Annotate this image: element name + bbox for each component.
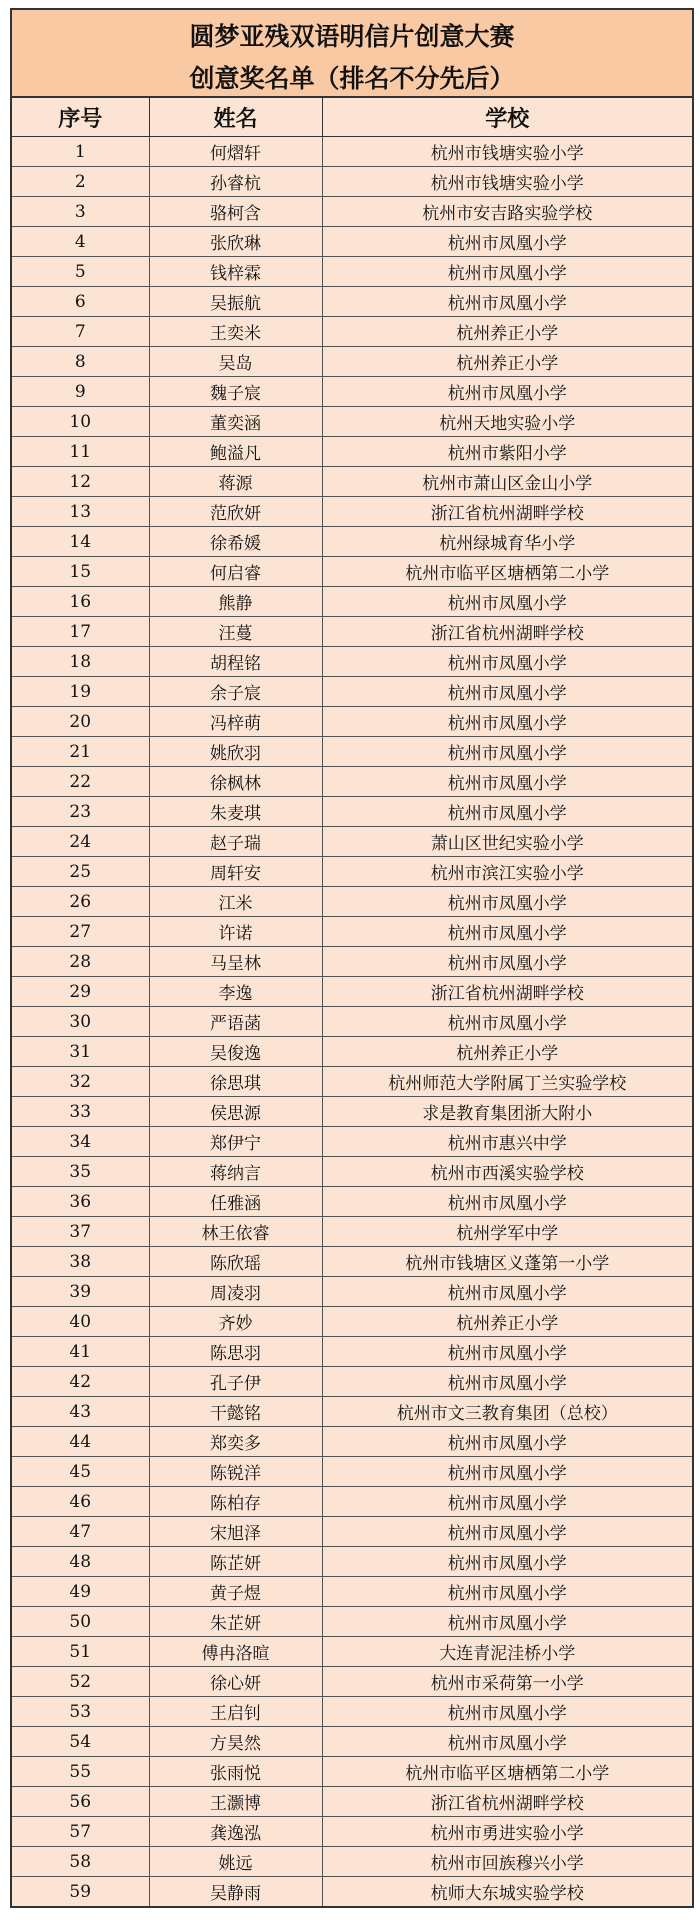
table-row (12, 1187, 692, 1217)
table-row (12, 1457, 692, 1487)
header-number: 序号 (12, 98, 149, 137)
cell-number: 4 (12, 227, 149, 257)
cell-name: 陈锐洋 (149, 1457, 322, 1487)
cell-name: 冯梓萌 (149, 707, 322, 737)
cell-name: 余子宸 (149, 677, 322, 707)
cell-name: 王启钊 (149, 1697, 322, 1727)
cell-number: 48 (12, 1547, 149, 1577)
cell-school: 杭州市凤凰小学 (322, 1367, 692, 1397)
cell-name: 胡程铭 (149, 647, 322, 677)
cell-name: 熊静 (149, 587, 322, 617)
cell-school: 杭师大东城实验学校 (322, 1877, 692, 1907)
table-row (12, 617, 692, 647)
table-row (12, 1577, 692, 1607)
cell-name: 周凌羽 (149, 1277, 322, 1307)
cell-number: 58 (12, 1847, 149, 1877)
cell-school: 杭州市凤凰小学 (322, 257, 692, 287)
cell-name: 赵子瑞 (149, 827, 322, 857)
cell-name: 王奕米 (149, 317, 322, 347)
table-row (12, 1007, 692, 1037)
table-row (12, 1877, 692, 1907)
cell-school: 杭州市钱塘实验小学 (322, 167, 692, 197)
cell-school: 杭州市文三教育集团（总校） (322, 1397, 692, 1427)
cell-number: 37 (12, 1217, 149, 1247)
cell-school: 杭州市凤凰小学 (322, 1187, 692, 1217)
cell-school: 杭州市凤凰小学 (322, 767, 692, 797)
cell-school: 杭州市凤凰小学 (322, 1517, 692, 1547)
cell-school: 杭州市凤凰小学 (322, 1547, 692, 1577)
cell-name: 傅冉洛暄 (149, 1637, 322, 1667)
cell-number: 43 (12, 1397, 149, 1427)
table-row (12, 947, 692, 977)
cell-number: 45 (12, 1457, 149, 1487)
table-row (12, 497, 692, 527)
cell-number: 50 (12, 1607, 149, 1637)
cell-name: 孙睿杭 (149, 167, 322, 197)
cell-name: 林王依睿 (149, 1217, 322, 1247)
cell-name: 严语菡 (149, 1007, 322, 1037)
table-row (12, 1787, 692, 1817)
cell-name: 朱麦琪 (149, 797, 322, 827)
header-row (12, 98, 692, 137)
cell-name: 朱芷妍 (149, 1607, 322, 1637)
cell-school: 大连青泥洼桥小学 (322, 1637, 692, 1667)
cell-name: 钱梓霖 (149, 257, 322, 287)
table-row (12, 167, 692, 197)
table-row (12, 1697, 692, 1727)
cell-number: 14 (12, 527, 149, 557)
cell-school: 杭州市西溪实验学校 (322, 1157, 692, 1187)
cell-name: 吴岛 (149, 347, 322, 377)
cell-school: 杭州市临平区塘栖第二小学 (322, 557, 692, 587)
cell-number: 1 (12, 137, 149, 167)
cell-name: 姚远 (149, 1847, 322, 1877)
cell-number: 27 (12, 917, 149, 947)
table-row (12, 467, 692, 497)
cell-name: 汪蔓 (149, 617, 322, 647)
cell-school: 杭州市凤凰小学 (322, 1007, 692, 1037)
cell-name: 鲍溢凡 (149, 437, 322, 467)
cell-school: 杭州市凤凰小学 (322, 377, 692, 407)
cell-name: 徐心妍 (149, 1667, 322, 1697)
cell-number: 18 (12, 647, 149, 677)
cell-school: 杭州市安吉路实验学校 (322, 197, 692, 227)
cell-number: 41 (12, 1337, 149, 1367)
cell-name: 干懿铭 (149, 1397, 322, 1427)
cell-number: 16 (12, 587, 149, 617)
cell-school: 杭州市惠兴中学 (322, 1127, 692, 1157)
table-body (12, 137, 692, 1907)
cell-number: 56 (12, 1787, 149, 1817)
cell-school: 杭州市凤凰小学 (322, 1607, 692, 1637)
cell-school: 杭州市滨江实验小学 (322, 857, 692, 887)
cell-name: 孔子伊 (149, 1367, 322, 1397)
table-row (12, 1667, 692, 1697)
table-row (12, 437, 692, 467)
table-row (12, 257, 692, 287)
table-row (12, 677, 692, 707)
table-row (12, 1277, 692, 1307)
cell-school: 杭州市凤凰小学 (322, 677, 692, 707)
cell-number: 54 (12, 1727, 149, 1757)
cell-name: 陈柏存 (149, 1487, 322, 1517)
table-row (12, 797, 692, 827)
cell-number: 47 (12, 1517, 149, 1547)
cell-number: 51 (12, 1637, 149, 1667)
cell-number: 26 (12, 887, 149, 917)
cell-school: 杭州学军中学 (322, 1217, 692, 1247)
cell-name: 黄子煜 (149, 1577, 322, 1607)
cell-number: 38 (12, 1247, 149, 1277)
cell-name: 张雨悦 (149, 1757, 322, 1787)
title-line-2: 创意奖名单（排名不分先后） (189, 64, 515, 93)
cell-number: 6 (12, 287, 149, 317)
cell-number: 22 (12, 767, 149, 797)
cell-school: 杭州市凤凰小学 (322, 1457, 692, 1487)
cell-school: 杭州市凤凰小学 (322, 737, 692, 767)
cell-number: 20 (12, 707, 149, 737)
cell-name: 陈芷妍 (149, 1547, 322, 1577)
table-row (12, 527, 692, 557)
table-row (12, 1637, 692, 1667)
cell-name: 江米 (149, 887, 322, 917)
cell-school: 求是教育集团浙大附小 (322, 1097, 692, 1127)
table-row (12, 377, 692, 407)
table-row (12, 1817, 692, 1847)
cell-school: 杭州市凤凰小学 (322, 887, 692, 917)
table-row (12, 317, 692, 347)
table-row (12, 1127, 692, 1157)
cell-name: 吴静雨 (149, 1877, 322, 1907)
cell-name: 吴俊逸 (149, 1037, 322, 1067)
cell-school: 杭州师范大学附属丁兰实验学校 (322, 1067, 692, 1097)
cell-school: 杭州绿城育华小学 (322, 527, 692, 557)
cell-name: 任雅涵 (149, 1187, 322, 1217)
cell-name: 方昊然 (149, 1727, 322, 1757)
cell-school: 杭州市凤凰小学 (322, 227, 692, 257)
cell-name: 龚逸泓 (149, 1817, 322, 1847)
table-row (12, 977, 692, 1007)
cell-number: 5 (12, 257, 149, 287)
table-row (12, 1757, 692, 1787)
cell-number: 57 (12, 1817, 149, 1847)
cell-school: 浙江省杭州湖畔学校 (322, 977, 692, 1007)
cell-number: 30 (12, 1007, 149, 1037)
cell-number: 34 (12, 1127, 149, 1157)
cell-number: 7 (12, 317, 149, 347)
table-row (12, 1157, 692, 1187)
table-row (12, 1307, 692, 1337)
table-row (12, 887, 692, 917)
cell-school: 浙江省杭州湖畔学校 (322, 617, 692, 647)
table-row (12, 1097, 692, 1127)
cell-number: 21 (12, 737, 149, 767)
table-row (12, 347, 692, 377)
cell-school: 杭州市凤凰小学 (322, 1487, 692, 1517)
table-row (12, 1427, 692, 1457)
cell-school: 杭州市凤凰小学 (322, 287, 692, 317)
cell-name: 徐希媛 (149, 527, 322, 557)
cell-school: 杭州市勇进实验小学 (322, 1817, 692, 1847)
cell-number: 8 (12, 347, 149, 377)
cell-name: 陈欣瑶 (149, 1247, 322, 1277)
cell-name: 齐妙 (149, 1307, 322, 1337)
table-row (12, 227, 692, 257)
cell-number: 15 (12, 557, 149, 587)
cell-school: 杭州市凤凰小学 (322, 947, 692, 977)
cell-school: 杭州市萧山区金山小学 (322, 467, 692, 497)
cell-school: 杭州市回族穆兴小学 (322, 1847, 692, 1877)
cell-school: 杭州市凤凰小学 (322, 1727, 692, 1757)
cell-number: 10 (12, 407, 149, 437)
cell-name: 郑奕多 (149, 1427, 322, 1457)
cell-name: 骆柯含 (149, 197, 322, 227)
table-row (12, 1847, 692, 1877)
cell-school: 浙江省杭州湖畔学校 (322, 497, 692, 527)
cell-school: 杭州市凤凰小学 (322, 647, 692, 677)
cell-number: 32 (12, 1067, 149, 1097)
cell-name: 宋旭泽 (149, 1517, 322, 1547)
cell-name: 蒋纳言 (149, 1157, 322, 1187)
cell-school: 杭州市临平区塘栖第二小学 (322, 1757, 692, 1787)
cell-name: 李逸 (149, 977, 322, 1007)
cell-school: 杭州养正小学 (322, 1037, 692, 1067)
table-row (12, 557, 692, 587)
table-row (12, 737, 692, 767)
cell-number: 2 (12, 167, 149, 197)
cell-school: 杭州市凤凰小学 (322, 707, 692, 737)
cell-name: 吴振航 (149, 287, 322, 317)
cell-number: 17 (12, 617, 149, 647)
cell-name: 王灏博 (149, 1787, 322, 1817)
cell-name: 马呈林 (149, 947, 322, 977)
cell-school: 杭州市凤凰小学 (322, 1277, 692, 1307)
cell-number: 31 (12, 1037, 149, 1067)
cell-number: 39 (12, 1277, 149, 1307)
header-school: 学校 (322, 98, 692, 137)
cell-number: 24 (12, 827, 149, 857)
cell-number: 9 (12, 377, 149, 407)
table-row (12, 197, 692, 227)
award-list-sheet (10, 8, 694, 1908)
cell-number: 28 (12, 947, 149, 977)
header-name: 姓名 (149, 98, 322, 137)
cell-name: 姚欣羽 (149, 737, 322, 767)
cell-number: 25 (12, 857, 149, 887)
cell-number: 44 (12, 1427, 149, 1457)
cell-school: 杭州养正小学 (322, 1307, 692, 1337)
table-row (12, 707, 692, 737)
table-row (12, 1487, 692, 1517)
table-row (12, 1727, 692, 1757)
table-row (12, 1547, 692, 1577)
cell-school: 杭州养正小学 (322, 347, 692, 377)
cell-school: 杭州市钱塘实验小学 (322, 137, 692, 167)
cell-name: 董奕涵 (149, 407, 322, 437)
table-row (12, 767, 692, 797)
table-row (12, 1217, 692, 1247)
table-row (12, 1247, 692, 1277)
cell-school: 杭州市凤凰小学 (322, 1697, 692, 1727)
title-line-1: 圆梦亚残双语明信片创意大赛 (189, 22, 515, 51)
cell-school: 杭州市凤凰小学 (322, 1577, 692, 1607)
cell-school: 杭州市凤凰小学 (322, 1427, 692, 1457)
cell-number: 52 (12, 1667, 149, 1697)
cell-name: 何熠轩 (149, 137, 322, 167)
cell-name: 张欣琳 (149, 227, 322, 257)
cell-name: 侯思源 (149, 1097, 322, 1127)
cell-school: 杭州市凤凰小学 (322, 917, 692, 947)
cell-name: 徐枫林 (149, 767, 322, 797)
table-row (12, 137, 692, 167)
table-row (12, 1607, 692, 1637)
cell-number: 12 (12, 467, 149, 497)
cell-name: 周轩安 (149, 857, 322, 887)
cell-school: 杭州市凤凰小学 (322, 1337, 692, 1367)
cell-school: 杭州市凤凰小学 (322, 587, 692, 617)
cell-number: 42 (12, 1367, 149, 1397)
cell-number: 59 (12, 1877, 149, 1907)
cell-number: 33 (12, 1097, 149, 1127)
cell-number: 46 (12, 1487, 149, 1517)
cell-name: 郑伊宁 (149, 1127, 322, 1157)
cell-school: 杭州市钱塘区义蓬第一小学 (322, 1247, 692, 1277)
table-row (12, 1037, 692, 1067)
table-row (12, 287, 692, 317)
cell-number: 36 (12, 1187, 149, 1217)
table-row (12, 1397, 692, 1427)
cell-number: 55 (12, 1757, 149, 1787)
cell-number: 40 (12, 1307, 149, 1337)
cell-name: 徐思琪 (149, 1067, 322, 1097)
cell-name: 陈思羽 (149, 1337, 322, 1367)
table-row (12, 1367, 692, 1397)
cell-name: 魏子宸 (149, 377, 322, 407)
cell-number: 3 (12, 197, 149, 227)
cell-name: 蒋源 (149, 467, 322, 497)
cell-number: 49 (12, 1577, 149, 1607)
table-row (12, 587, 692, 617)
winners-table (12, 97, 692, 1906)
cell-number: 29 (12, 977, 149, 1007)
cell-school: 杭州市凤凰小学 (322, 797, 692, 827)
cell-school: 浙江省杭州湖畔学校 (322, 1787, 692, 1817)
cell-school: 杭州市采荷第一小学 (322, 1667, 692, 1697)
table-row (12, 857, 692, 887)
cell-number: 13 (12, 497, 149, 527)
table-row (12, 827, 692, 857)
table-row (12, 647, 692, 677)
cell-name: 何启睿 (149, 557, 322, 587)
cell-name: 范欣妍 (149, 497, 322, 527)
cell-school: 杭州养正小学 (322, 317, 692, 347)
table-row (12, 407, 692, 437)
cell-number: 23 (12, 797, 149, 827)
cell-number: 35 (12, 1157, 149, 1187)
cell-school: 杭州天地实验小学 (322, 407, 692, 437)
table-row (12, 1517, 692, 1547)
table-row (12, 917, 692, 947)
cell-number: 19 (12, 677, 149, 707)
cell-number: 11 (12, 437, 149, 467)
cell-name: 许诺 (149, 917, 322, 947)
title-block (12, 10, 692, 97)
table-row (12, 1067, 692, 1097)
cell-school: 杭州市紫阳小学 (322, 437, 692, 467)
cell-school: 萧山区世纪实验小学 (322, 827, 692, 857)
table-row (12, 1337, 692, 1367)
cell-number: 53 (12, 1697, 149, 1727)
